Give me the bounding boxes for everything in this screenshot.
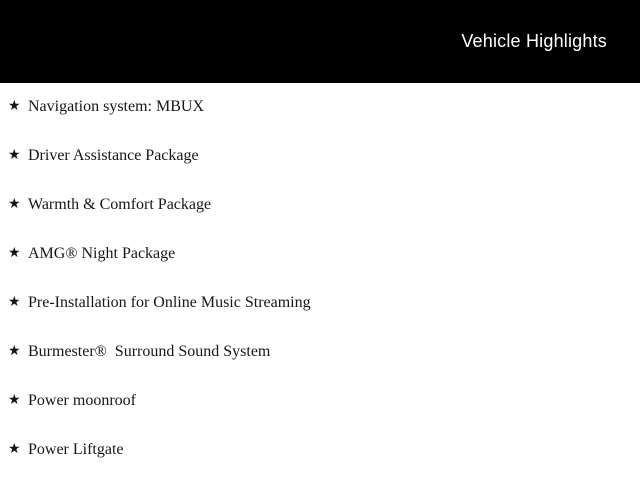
list-item (8, 99, 630, 115)
star-bullet-icon: ★ (8, 393, 21, 408)
list-item (8, 148, 630, 164)
list-item-label: Driver Assistance Package (28, 147, 199, 164)
list-item-label: Navigation system: MBUX (28, 98, 204, 115)
list-item-label: Power moonroof (28, 392, 136, 409)
list-item (8, 393, 630, 409)
list-item (8, 246, 630, 262)
star-bullet-icon: ★ (8, 246, 21, 261)
star-bullet-icon: ★ (8, 197, 21, 212)
list-item (8, 295, 630, 311)
list-item-label: Pre-Installation for Online Music Streaming (28, 294, 311, 311)
star-bullet-icon: ★ (8, 442, 21, 457)
highlights-list (0, 83, 640, 458)
list-item (8, 442, 630, 458)
star-bullet-icon: ★ (8, 148, 21, 163)
list-item (8, 344, 630, 360)
page-title: Vehicle Highlights (461, 31, 607, 51)
list-item-label: AMG® Night Package (28, 245, 176, 262)
list-item (8, 197, 630, 213)
star-bullet-icon: ★ (8, 99, 21, 114)
list-item-label: Warmth & Comfort Package (28, 196, 212, 213)
star-bullet-icon: ★ (8, 295, 21, 310)
header-bar (0, 0, 640, 83)
list-item-label: Burmester® Surround Sound System (28, 343, 271, 360)
list-item-label: Power Liftgate (28, 441, 124, 458)
star-bullet-icon: ★ (8, 344, 21, 359)
